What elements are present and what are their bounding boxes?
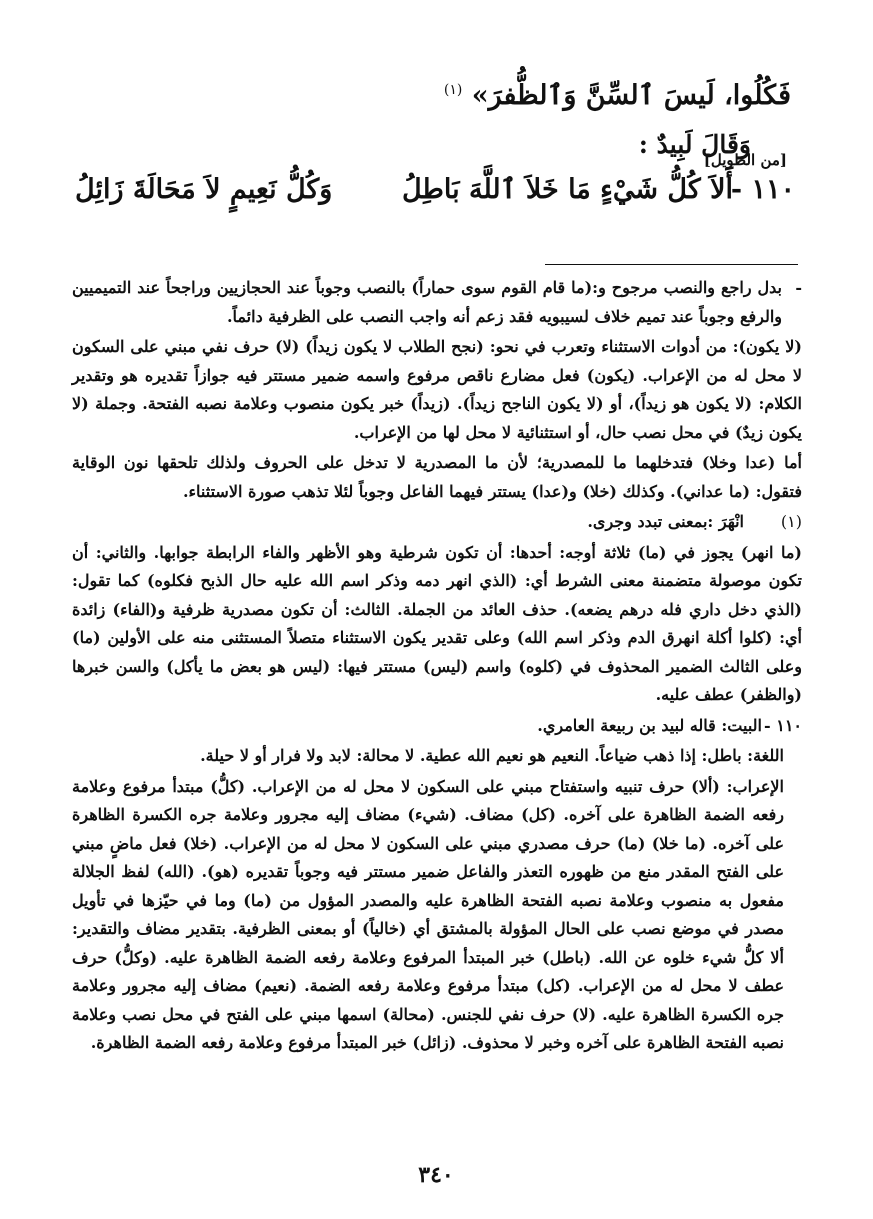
note-text: بدل راجع والنصب مرجوح و:(ما قام القوم سوى حماراً) بالنصب وجوباً عند الحجازيين وراجحاً عند التميميين والرفع وجوباً عند تميم خلاف لسيبويه فقد زعم أنه واجب النصب على الظرفية دائماً. <box>72 278 782 326</box>
quoted-verse-text: فَكُلُوا، لَيسَ ٱلسِّنَّ وَٱلظُّفرَ» <box>471 80 791 111</box>
first-hemistich: أَلاَ كُلُّ شَيْءٍ مَا خَلاَ ٱللَّهَ بَاطِلُ <box>401 174 733 205</box>
verse-attribution: البيت: قاله لبيد بن ربيعة العامري. <box>537 715 762 735</box>
note-paragraph <box>72 274 802 331</box>
footnote-heading: انْهَرَ :بمعنى تبدد وجرى. <box>587 512 744 531</box>
verse-note-number: ١١٠ - <box>764 715 802 735</box>
poem-verse <box>75 168 795 212</box>
note-paragraph: أما (عدا وخلا) فتدخلهما ما للمصدرية؛ لأن ما المصدرية لا تدخل على الحروف ولذلك تلحقها نون الوقاية فتقول: (ما عداني). وكذلك (خلا) و(عدا) يستتر فيهما الفاعل وجوباً لئلا تذهب صورة الاستثناء. <box>72 453 802 501</box>
grammar-analysis: الإعراب: (ألا) حرف تنبيه واستفتاح مبني على السكون لا محل له من الإعراب. (كلُّ) مبتدأ مرفوع وعلامة رفعه الضمة الظاهرة على آخره. (كل) مضاف. (شيء) مضاف إليه مجرور وعلامة جره الكسرة الظاهرة على آخره. (ما خلا) (ما) حرف مصدري مبني على السكون لا محل له من الإعراب. (خلا) فعل ماضٍ مبني على الفتح المقدر منع من ظهوره التعذر والفاعل ضمير مستتر فيه وجوباً تقديره (هو). (الله) لفظ الجلالة مفعول به منصوب وعلامة نصبه الفتحة الظاهرة عليه والمصدر المؤول من (ما) وما في حيّزها في تأويل مصدر في موضع نصب على الحال المؤولة بالمشتق أي (خالياً) أو بمعنى الظرفية. بتقدير مضاف والتقدير: ألا كلُّ شيء خلوه عن الله. (باطل) خبر المبتدأ المرفوع وعلامة رفعه الضمة الظاهرة عليه. (وكلُّ) حرف عطف لا محل له من الإعراب. (كل) مبتدأ مرفوع وعلامة رفعه الضمة. (نعيم) مضاف إليه مجرور وعلامة جره الكسرة الظاهرة عليه. (لا) حرف نفي للجنس. (محالة) اسمها مبني على الفتح في محل نصب وعلامة نصبه الفتحة الظاهرة على آخره وخبر لا محذوف. (زائل) خبر المبتدأ مرفوع وعلامة رفعه الضمة الظاهرة. <box>72 776 784 1052</box>
verse-note-entry <box>72 712 802 741</box>
vocabulary-note: اللغة: باطل: إذا ذهب ضياعاً. النعيم هو نعيم الله عطية. لا محالة: لابد ولا فرار أو لا حيلة. <box>200 746 784 765</box>
quoted-verse-line <box>91 70 791 116</box>
footnote-divider <box>545 264 798 265</box>
meter-label: [من الطويل] <box>703 151 787 169</box>
bullet-marker: - <box>795 278 802 297</box>
second-hemistich: وَكُلُّ نَعِيمٍ لاَ مَحَالَةَ زَائِلُ <box>75 174 333 205</box>
poet-intro: وَقَالَ لَبِيدٌ : <box>638 130 751 159</box>
note-paragraph: (لا يكون): من أدوات الاستثناء وتعرب في نحو: (نجح الطلاب لا يكون زيداً) (لا) حرف نفي مبني على السكون لا محل له من الإعراب. (يكون) فعل مضارع ناقص مرفوع واسمه ضمير مستتر فيه جوازاً تقديره هو وتقدير الكلام: (لا يكون هو زيداً)، أو (لا يكون الناجح زيداً). (زيداً) خبر يكون منصوب وعلامة نصبه الفتحة. وجملة (لا يكون زيدٌ) في محل نصب حال، أو استثنائية لا محل لها من الإعراب. <box>72 337 803 442</box>
verse-number: ١١٠ - <box>730 174 795 205</box>
footnote-reference: (١) <box>443 82 463 98</box>
footnotes-section <box>72 274 802 1060</box>
page-number: ٣٤٠ <box>418 1162 454 1188</box>
note-paragraph: (ما انهر) يجوز في (ما) ثلاثة أوجه: أحدها: أن تكون شرطية وهو الأظهر والفاء الرابطة جوابها. والثاني: أن تكون موصولة متضمنة معنى الشرط أي: (الذي انهر دمه وذكر اسم الله عليه حال الذبح فكلوه) كما تقول: (الذي دخل داري فله درهم يضعه). حذف العائد من الجملة. الثالث: أن تكون مصدرية ظرفية و(الفاء) زائدة أي: (كلوا أكلة انهرق الدم وذكر اسم الله) وعلى تقدير يكون الاستثناء متصلاً المستثنى منه على الأولين (ما) وعلى الثالث الضمير المحذوف في (كلوه) واسم (ليس) مستتر فيها: (ليس هو بعض ما يأكل) والسن خبرها (والظفر) عطف عليه. <box>72 542 803 704</box>
footnote-entry <box>72 508 802 537</box>
footnote-number: (١) <box>780 512 802 531</box>
